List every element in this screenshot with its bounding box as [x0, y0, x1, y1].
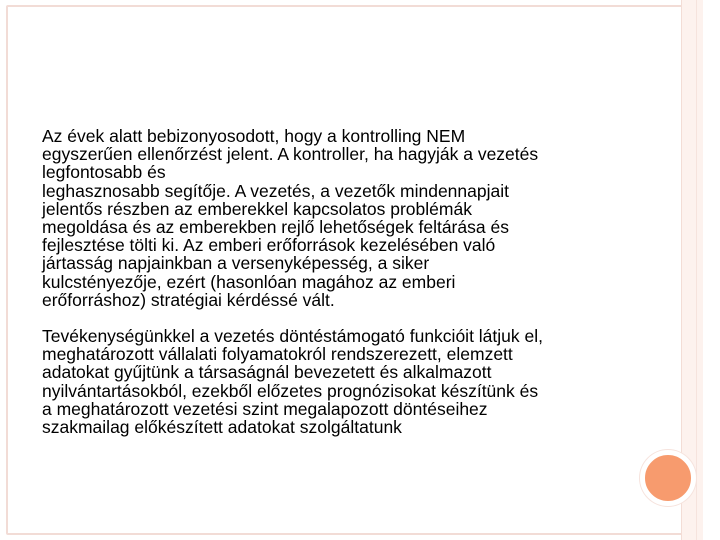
text-line: erőforráshoz) stratégiai kérdéssé vált.	[42, 289, 335, 310]
text-line: fejlesztése tölti ki. Az emberi erőforrások kezelésében való	[42, 235, 496, 256]
paragraph-spacer	[42, 309, 632, 327]
text-line: a meghatározott vezetési szint megalapozott döntéseihez	[42, 398, 488, 419]
slide-body	[42, 127, 632, 436]
text-line: nyilvántartásokból, ezekből előzetes prognózisokat készítünk és	[42, 380, 539, 401]
text-line: kulcstényezője, ezért (hasonlóan magához az emberi	[42, 271, 456, 292]
text-line: jelentős részben az emberekkel kapcsolatos problémák	[42, 198, 472, 219]
text-line: Az évek alatt bebizonyosodott, hogy a kontrolling NEM	[42, 126, 466, 146]
text-line: legfontosabb és	[42, 162, 166, 183]
text-line: Tevékenységünkkel a vezetés döntéstámogató funkcióit látjuk el,	[42, 326, 543, 347]
text-line: megoldása és az emberekben rejlő lehetőségek feltárása és	[42, 217, 509, 238]
text-line: jártasság napjainkban a versenyképesség, a siker	[42, 253, 430, 274]
text-line: leghasznosabb segítője. A vezetés, a vezetők mindennapjait	[42, 180, 509, 201]
text-line: egyszerűen ellenőrzést jelent. A kontroller, ha hagyják a vezetés	[42, 144, 539, 165]
paragraph-1	[42, 127, 632, 309]
text-line: adatokat gyűjtünk a társaságnál bevezetett és alkalmazott	[42, 362, 492, 383]
paragraph-2	[42, 327, 632, 436]
text-line: szakmailag előkészített adatokat szolgáltatunk	[42, 417, 402, 438]
slide-edge-line	[696, 0, 697, 540]
text-line: meghatározott vállalati folyamatokról rendszerezett, elemzett	[42, 344, 513, 365]
decorative-circle	[640, 450, 696, 506]
